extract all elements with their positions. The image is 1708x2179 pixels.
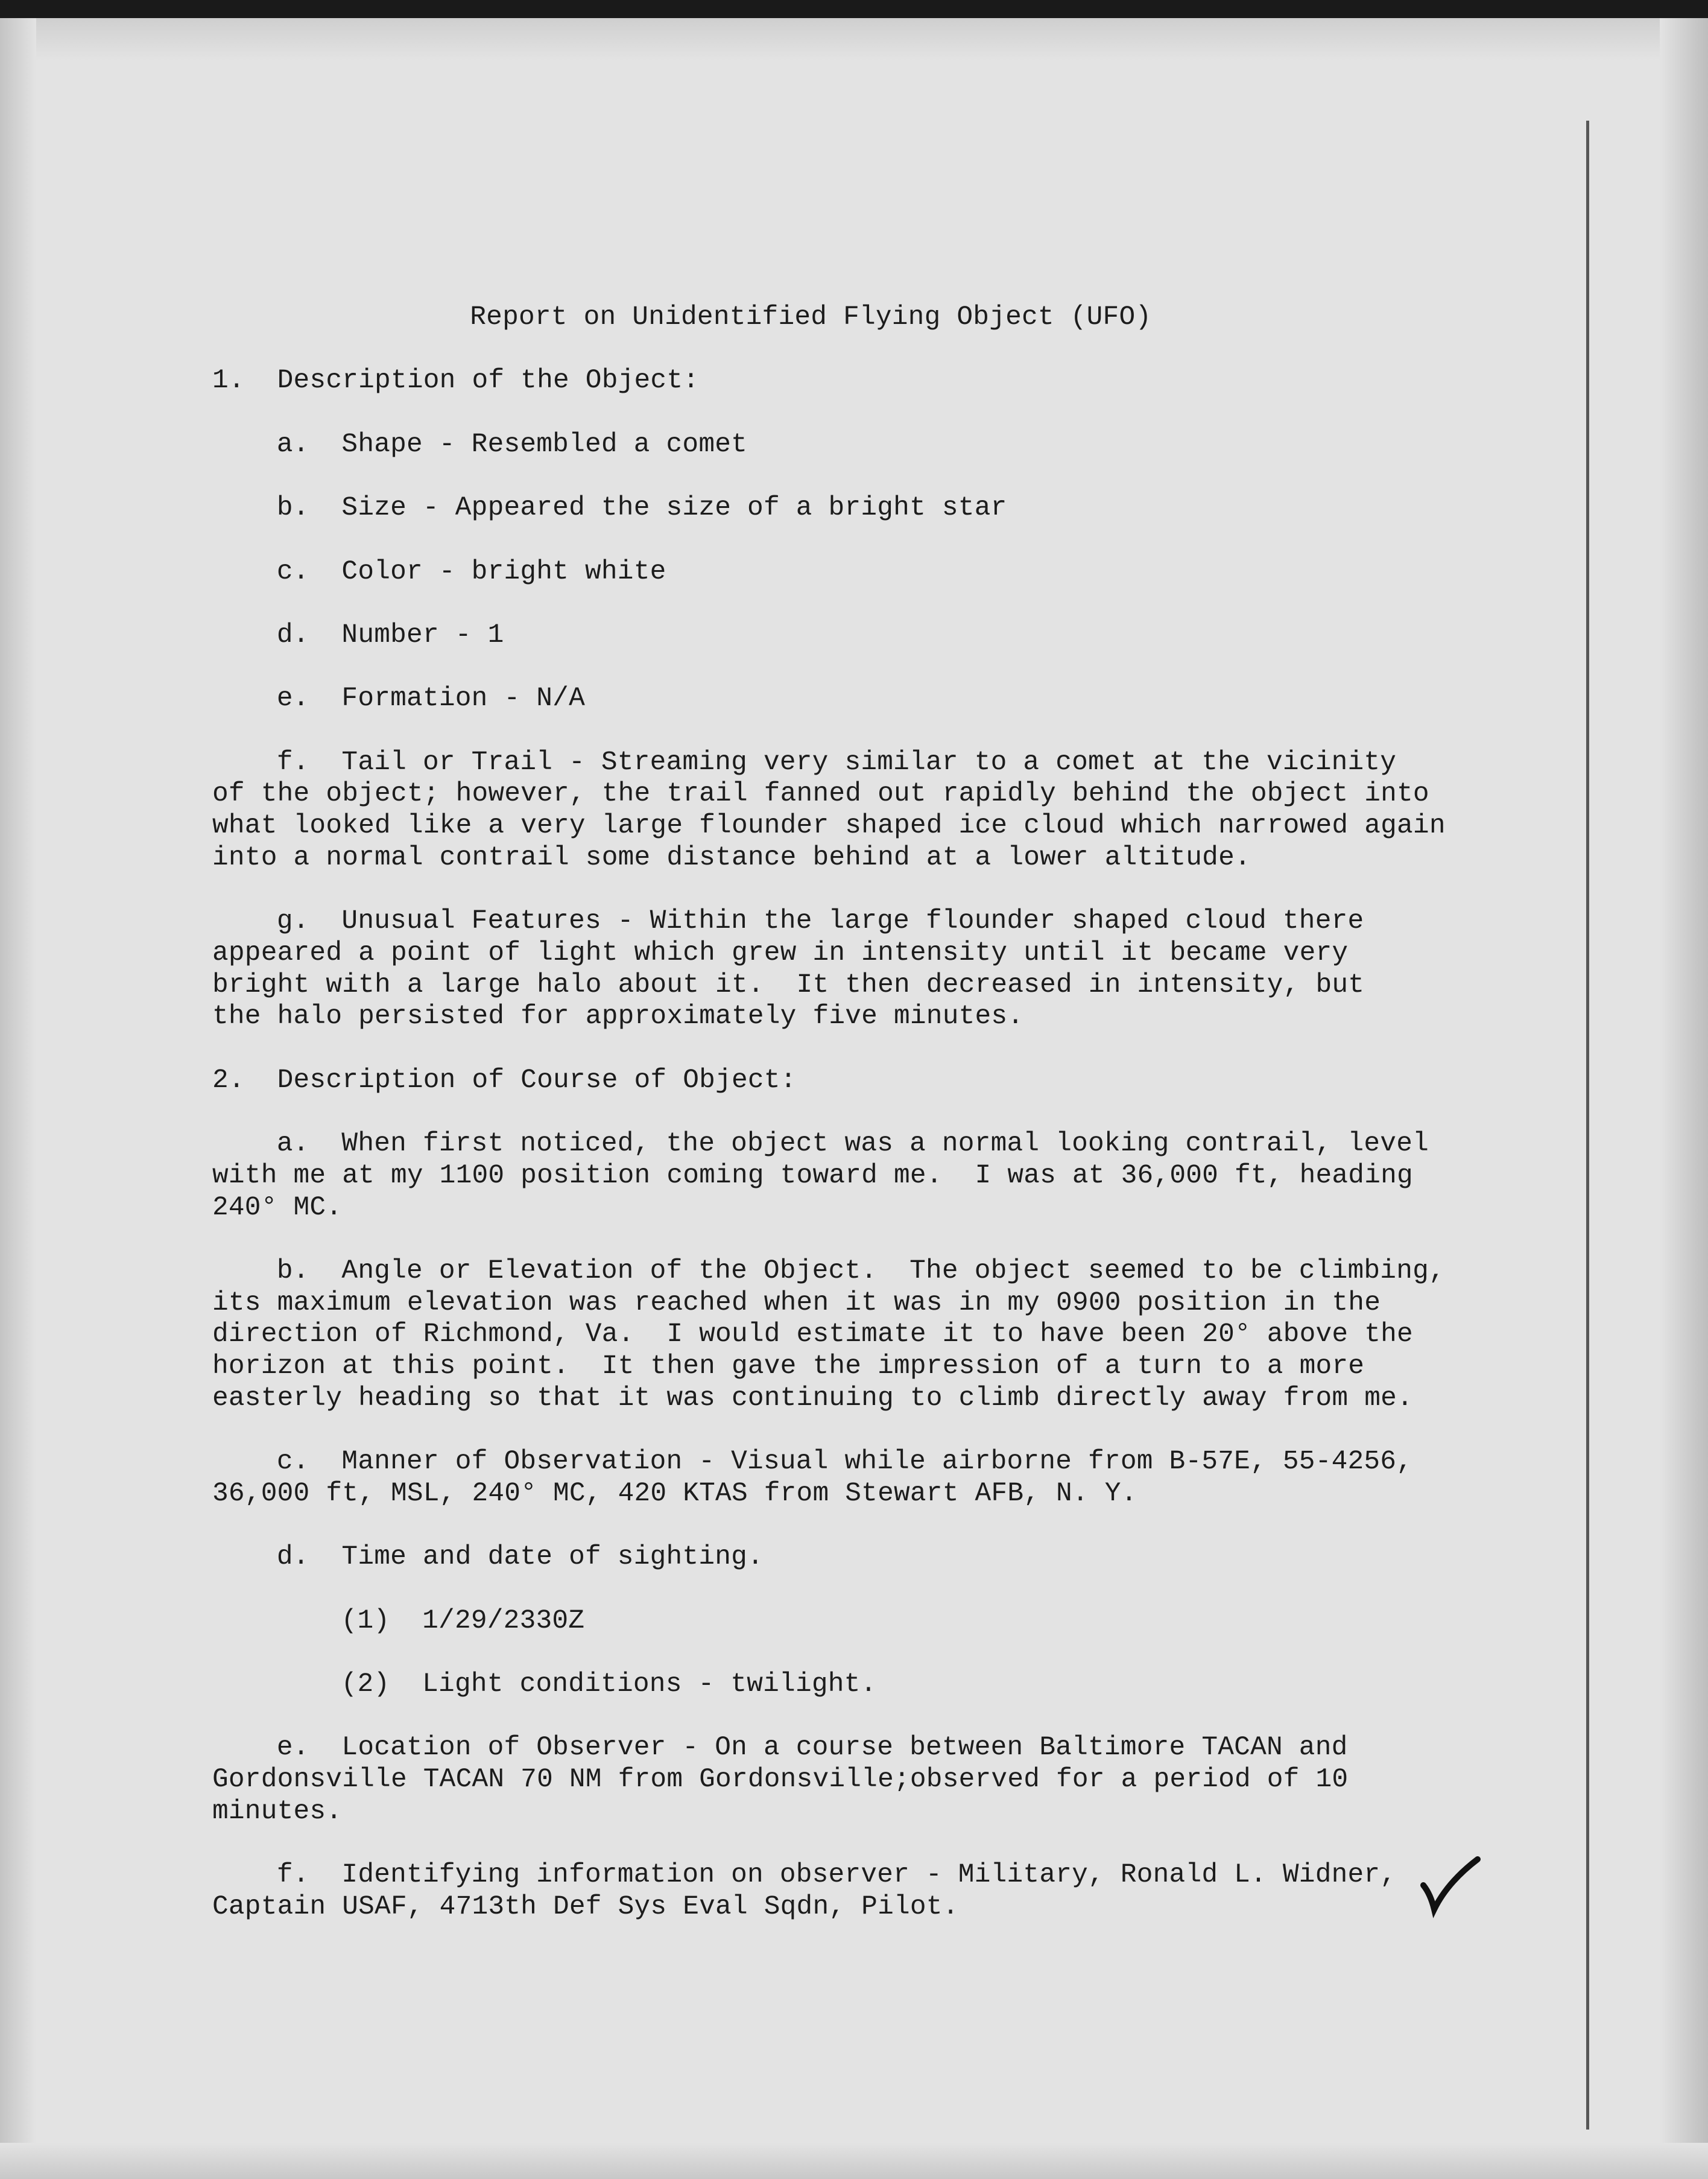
- section-2-heading: 2. Description of Course of Object:: [212, 1065, 797, 1096]
- scan-margin-line: [1586, 121, 1589, 2130]
- item-number: d. Number - 1: [276, 620, 504, 650]
- item-color: c. Color - bright white: [276, 556, 666, 587]
- report-title: Report on Unidentified Flying Object (UFO): [470, 302, 1152, 332]
- item-formation: e. Formation - N/A: [276, 684, 585, 714]
- item-location-observer: e. Location of Observer - On a course between Baltimore TACAN and Gordonsville TACAN 70 NM from Gordonsville;observed for a period of 10 minutes.: [212, 1733, 1349, 1827]
- scan-edge-top: [0, 18, 1708, 60]
- item-shape: a. Shape - Resembled a comet: [276, 429, 748, 460]
- item-angle-elevation: b. Angle or Elevation of the Object. The object seemed to be climbing, its maximum elevation was reached when it was in my 0900 position in the direction of Richmond, Va. I would estimate it to have been 20° above the horizon at this point. It then gave the impression of a turn to a more easterly heading so that it was continuing to climb directly away from me.: [212, 1255, 1445, 1413]
- item-unusual-features: g. Unusual Features - Within the large flounder shaped cloud there appeared a point of light which grew in intensity until it became very bright with a large halo about it. It then decreased in intensity, but the halo persisted for approximately five minutes.: [212, 906, 1365, 1032]
- scan-edge-bottom: [0, 2143, 1708, 2179]
- scan-edge-right: [1660, 18, 1708, 2179]
- item-first-noticed: a. When first noticed, the object was a normal looking contrail, level with me at my 1100 position coming toward me. I was at 36,000 ft, heading 240° MC.: [212, 1129, 1429, 1223]
- item-time-date-2: (2) Light conditions - twilight.: [341, 1669, 877, 1699]
- scan-edge-left: [0, 18, 36, 2179]
- item-tail-or-trail: f. Tail or Trail - Streaming very similar to a comet at the vicinity of the object; however, the trail fanned out rapidly behind the object into what looked like a very large flounder shaped ice cloud which narrowed again into a normal contrail some distance behind at a lower altitude.: [212, 747, 1446, 873]
- item-manner-of-observation: c. Manner of Observation - Visual while airborne from B-57E, 55-4256, 36,000 ft, MSL, 240° MC, 420 KTAS from Stewart AFB, N. Y.: [212, 1447, 1413, 1509]
- section-1-heading: 1. Description of the Object:: [212, 366, 700, 396]
- item-observer-info: f. Identifying information on observer - Military, Ronald L. Widner, Captain USAF, 4713th Def Sys Eval Sqdn, Pilot.: [212, 1860, 1397, 1922]
- item-time-date-1: (1) 1/29/2330Z: [341, 1605, 585, 1636]
- item-time-date: d. Time and date of sighting.: [276, 1542, 764, 1573]
- checkmark-icon: [1417, 1852, 1484, 1918]
- item-size: b. Size - Appeared the size of a bright star: [276, 493, 1007, 524]
- report-body: [212, 302, 1569, 1955]
